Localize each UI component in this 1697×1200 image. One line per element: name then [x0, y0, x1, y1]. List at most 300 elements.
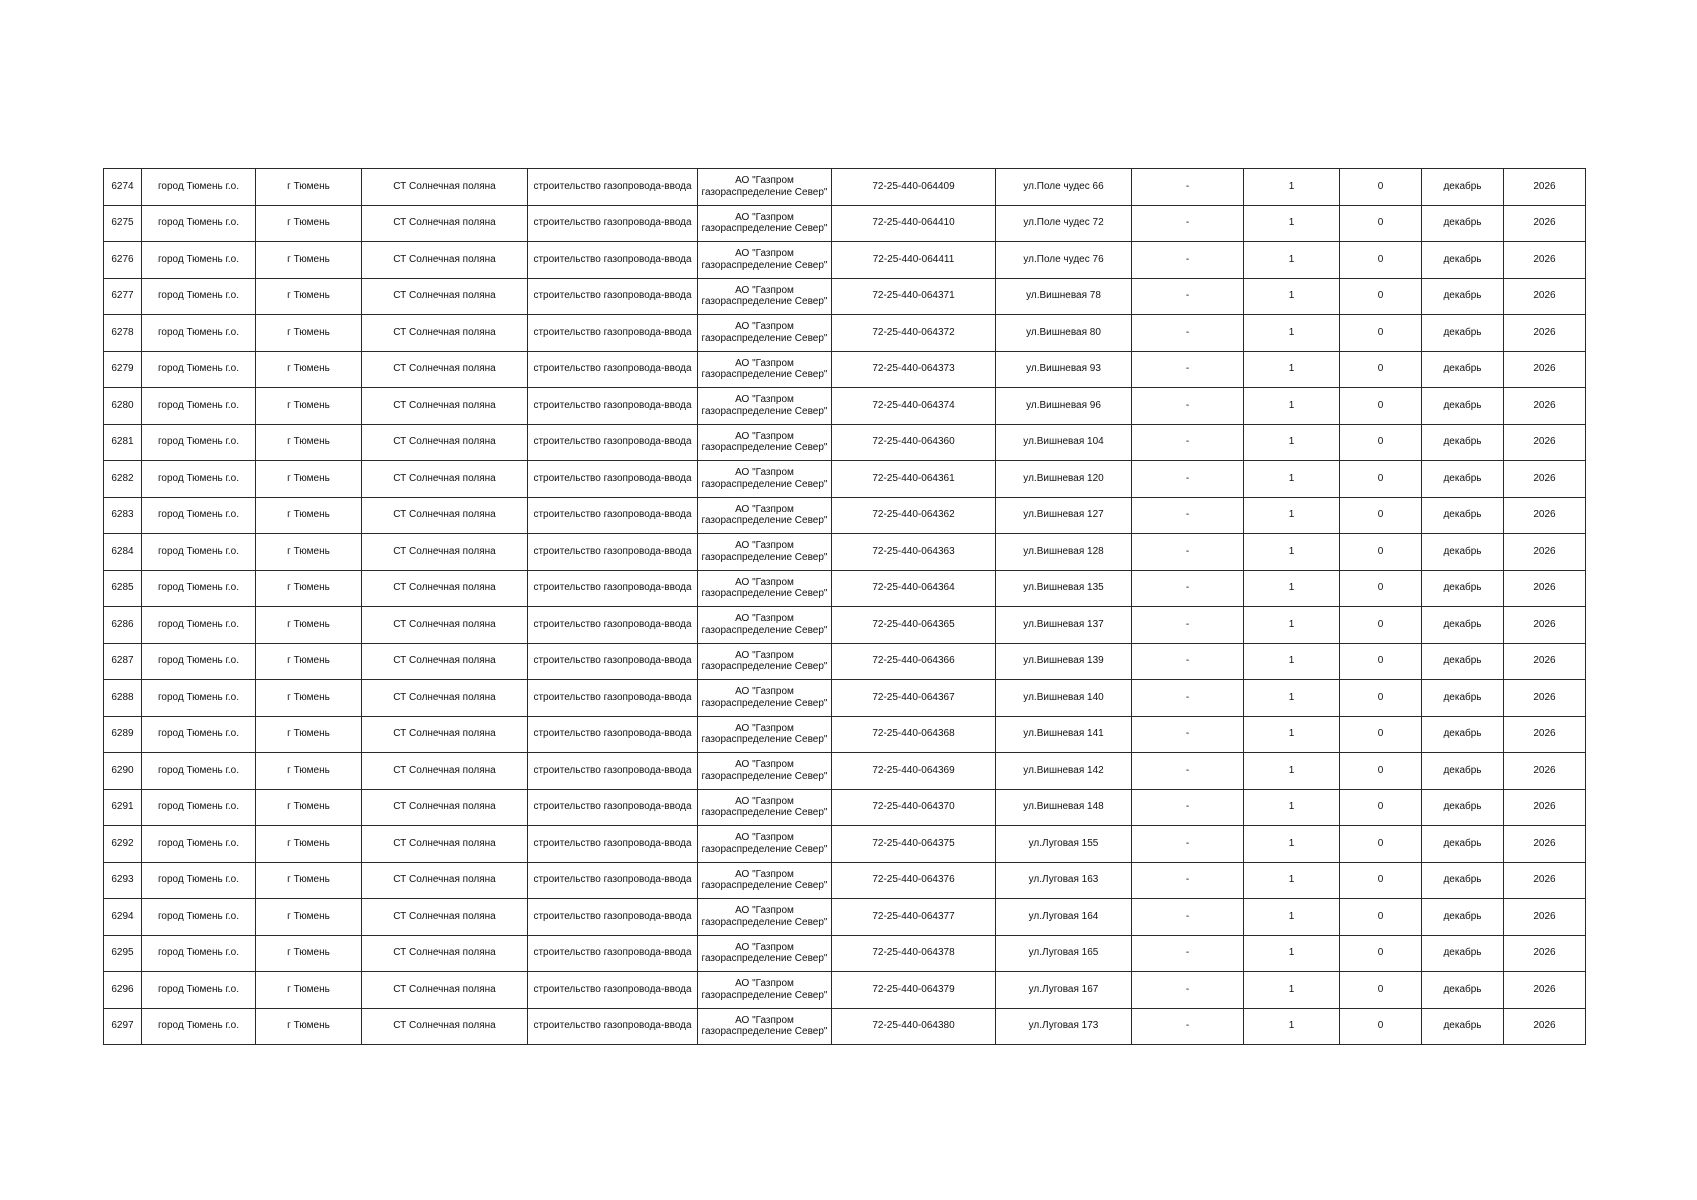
cell-zero: 0	[1340, 935, 1422, 972]
cell-dash: -	[1132, 205, 1244, 242]
cell-month: декабрь	[1422, 570, 1504, 607]
cell-year: 2026	[1504, 753, 1586, 790]
cell-code: 72-25-440-064363	[832, 534, 996, 571]
organization-line-2: газораспределение Север"	[701, 1026, 828, 1038]
cell-dash: -	[1132, 351, 1244, 388]
cell-city: г Тюмень	[256, 753, 362, 790]
cell-work-type: строительство газопровода-ввода	[528, 388, 698, 425]
cell-district: город Тюмень г.о.	[142, 935, 256, 972]
cell-address: ул.Вишневая 139	[996, 643, 1132, 680]
cell-settlement: СТ Солнечная поляна	[362, 534, 528, 571]
table-row	[104, 607, 1586, 644]
cell-address: ул.Луговая 163	[996, 862, 1132, 899]
cell-work-type: строительство газопровода-ввода	[528, 972, 698, 1009]
cell-dash: -	[1132, 570, 1244, 607]
cell-settlement: СТ Солнечная поляна	[362, 1008, 528, 1045]
cell-month: декабрь	[1422, 935, 1504, 972]
cell-zero: 0	[1340, 315, 1422, 352]
organization-line-1: АО "Газпром	[735, 978, 794, 990]
cell-work-type: строительство газопровода-ввода	[528, 680, 698, 717]
cell-city: г Тюмень	[256, 424, 362, 461]
cell-year: 2026	[1504, 607, 1586, 644]
cell-district: город Тюмень г.о.	[142, 534, 256, 571]
cell-month: декабрь	[1422, 278, 1504, 315]
cell-city: г Тюмень	[256, 935, 362, 972]
cell-code: 72-25-440-064377	[832, 899, 996, 936]
organization-line-1: АО "Газпром	[735, 357, 794, 369]
table-row	[104, 826, 1586, 863]
cell-year: 2026	[1504, 278, 1586, 315]
cell-dash: -	[1132, 242, 1244, 279]
cell-dash: -	[1132, 899, 1244, 936]
cell-city: г Тюмень	[256, 169, 362, 206]
cell-code: 72-25-440-064375	[832, 826, 996, 863]
cell-zero: 0	[1340, 534, 1422, 571]
cell-address: ул.Вишневая 127	[996, 497, 1132, 534]
organization-line-2: газораспределение Север"	[701, 588, 828, 600]
cell-code: 72-25-440-064373	[832, 351, 996, 388]
cell-zero: 0	[1340, 753, 1422, 790]
organization-line-2: газораспределение Север"	[701, 734, 828, 746]
cell-zero: 0	[1340, 461, 1422, 498]
organization-line-2: газораспределение Север"	[701, 478, 828, 490]
cell-city: г Тюмень	[256, 315, 362, 352]
cell-city: г Тюмень	[256, 534, 362, 571]
cell-code: 72-25-440-064360	[832, 424, 996, 461]
cell-number: 6278	[104, 315, 142, 352]
cell-quantity: 1	[1244, 278, 1340, 315]
cell-quantity: 1	[1244, 826, 1340, 863]
cell-year: 2026	[1504, 935, 1586, 972]
cell-settlement: СТ Солнечная поляна	[362, 242, 528, 279]
cell-district: город Тюмень г.о.	[142, 351, 256, 388]
cell-month: декабрь	[1422, 461, 1504, 498]
cell-year: 2026	[1504, 315, 1586, 352]
cell-organization	[698, 1008, 832, 1045]
cell-zero: 0	[1340, 862, 1422, 899]
cell-work-type: строительство газопровода-ввода	[528, 789, 698, 826]
cell-work-type: строительство газопровода-ввода	[528, 351, 698, 388]
cell-district: город Тюмень г.о.	[142, 680, 256, 717]
cell-city: г Тюмень	[256, 388, 362, 425]
table-row	[104, 424, 1586, 461]
cell-month: декабрь	[1422, 972, 1504, 1009]
cell-zero: 0	[1340, 205, 1422, 242]
cell-zero: 0	[1340, 424, 1422, 461]
cell-month: декабрь	[1422, 424, 1504, 461]
organization-line-2: газораспределение Север"	[701, 369, 828, 381]
cell-zero: 0	[1340, 643, 1422, 680]
cell-year: 2026	[1504, 789, 1586, 826]
cell-month: декабрь	[1422, 716, 1504, 753]
cell-organization	[698, 862, 832, 899]
cell-number: 6289	[104, 716, 142, 753]
cell-month: декабрь	[1422, 826, 1504, 863]
cell-year: 2026	[1504, 351, 1586, 388]
cell-work-type: строительство газопровода-ввода	[528, 169, 698, 206]
cell-zero: 0	[1340, 497, 1422, 534]
cell-settlement: СТ Солнечная поляна	[362, 935, 528, 972]
cell-address: ул.Вишневая 142	[996, 753, 1132, 790]
cell-month: декабрь	[1422, 315, 1504, 352]
table-row	[104, 716, 1586, 753]
table-row	[104, 351, 1586, 388]
cell-work-type: строительство газопровода-ввода	[528, 497, 698, 534]
cell-number: 6292	[104, 826, 142, 863]
cell-work-type: строительство газопровода-ввода	[528, 607, 698, 644]
cell-settlement: СТ Солнечная поляна	[362, 205, 528, 242]
cell-code: 72-25-440-064370	[832, 789, 996, 826]
document-sheet	[103, 168, 1585, 1045]
cell-organization	[698, 424, 832, 461]
table-row	[104, 935, 1586, 972]
cell-organization	[698, 278, 832, 315]
cell-work-type: строительство газопровода-ввода	[528, 205, 698, 242]
cell-month: декабрь	[1422, 169, 1504, 206]
cell-month: декабрь	[1422, 1008, 1504, 1045]
cell-district: город Тюмень г.о.	[142, 972, 256, 1009]
cell-city: г Тюмень	[256, 205, 362, 242]
cell-code: 72-25-440-064365	[832, 607, 996, 644]
cell-code: 72-25-440-064379	[832, 972, 996, 1009]
cell-zero: 0	[1340, 169, 1422, 206]
cell-dash: -	[1132, 753, 1244, 790]
cell-month: декабрь	[1422, 534, 1504, 571]
cell-district: город Тюмень г.о.	[142, 1008, 256, 1045]
cell-month: декабрь	[1422, 351, 1504, 388]
cell-city: г Тюмень	[256, 1008, 362, 1045]
cell-quantity: 1	[1244, 534, 1340, 571]
cell-city: г Тюмень	[256, 899, 362, 936]
cell-month: декабрь	[1422, 753, 1504, 790]
cell-settlement: СТ Солнечная поляна	[362, 424, 528, 461]
cell-code: 72-25-440-064369	[832, 753, 996, 790]
cell-code: 72-25-440-064364	[832, 570, 996, 607]
organization-line-1: АО "Газпром	[735, 175, 794, 187]
cell-code: 72-25-440-064366	[832, 643, 996, 680]
cell-city: г Тюмень	[256, 497, 362, 534]
cell-quantity: 1	[1244, 753, 1340, 790]
cell-dash: -	[1132, 497, 1244, 534]
cell-dash: -	[1132, 935, 1244, 972]
cell-city: г Тюмень	[256, 862, 362, 899]
cell-year: 2026	[1504, 388, 1586, 425]
cell-organization	[698, 205, 832, 242]
cell-number: 6282	[104, 461, 142, 498]
cell-month: декабрь	[1422, 242, 1504, 279]
cell-settlement: СТ Солнечная поляна	[362, 862, 528, 899]
cell-district: город Тюмень г.о.	[142, 205, 256, 242]
cell-organization	[698, 242, 832, 279]
cell-organization	[698, 789, 832, 826]
cell-organization	[698, 716, 832, 753]
cell-work-type: строительство газопровода-ввода	[528, 935, 698, 972]
cell-settlement: СТ Солнечная поляна	[362, 643, 528, 680]
table-row	[104, 388, 1586, 425]
cell-address: ул.Вишневая 135	[996, 570, 1132, 607]
cell-city: г Тюмень	[256, 607, 362, 644]
cell-number: 6280	[104, 388, 142, 425]
organization-line-2: газораспределение Север"	[701, 259, 828, 271]
cell-dash: -	[1132, 862, 1244, 899]
organization-line-2: газораспределение Север"	[701, 405, 828, 417]
cell-address: ул.Вишневая 137	[996, 607, 1132, 644]
cell-zero: 0	[1340, 680, 1422, 717]
cell-dash: -	[1132, 643, 1244, 680]
cell-organization	[698, 497, 832, 534]
cell-dash: -	[1132, 716, 1244, 753]
cell-zero: 0	[1340, 242, 1422, 279]
cell-city: г Тюмень	[256, 716, 362, 753]
cell-district: город Тюмень г.о.	[142, 570, 256, 607]
cell-code: 72-25-440-064378	[832, 935, 996, 972]
cell-month: декабрь	[1422, 205, 1504, 242]
cell-zero: 0	[1340, 607, 1422, 644]
cell-work-type: строительство газопровода-ввода	[528, 826, 698, 863]
cell-organization	[698, 680, 832, 717]
cell-code: 72-25-440-064374	[832, 388, 996, 425]
cell-city: г Тюмень	[256, 570, 362, 607]
organization-line-2: газораспределение Север"	[701, 843, 828, 855]
table-row	[104, 862, 1586, 899]
cell-year: 2026	[1504, 643, 1586, 680]
organization-line-2: газораспределение Север"	[701, 332, 828, 344]
organization-line-1: АО "Газпром	[735, 394, 794, 406]
cell-settlement: СТ Солнечная поляна	[362, 278, 528, 315]
cell-year: 2026	[1504, 497, 1586, 534]
cell-organization	[698, 388, 832, 425]
cell-zero: 0	[1340, 972, 1422, 1009]
cell-number: 6296	[104, 972, 142, 1009]
cell-district: город Тюмень г.о.	[142, 242, 256, 279]
cell-quantity: 1	[1244, 972, 1340, 1009]
cell-code: 72-25-440-064368	[832, 716, 996, 753]
cell-month: декабрь	[1422, 789, 1504, 826]
organization-line-2: газораспределение Север"	[701, 697, 828, 709]
table-row	[104, 461, 1586, 498]
cell-number: 6294	[104, 899, 142, 936]
cell-dash: -	[1132, 607, 1244, 644]
organization-line-2: газораспределение Север"	[701, 223, 828, 235]
cell-district: город Тюмень г.о.	[142, 388, 256, 425]
cell-zero: 0	[1340, 789, 1422, 826]
organization-line-2: газораспределение Север"	[701, 770, 828, 782]
cell-number: 6288	[104, 680, 142, 717]
cell-quantity: 1	[1244, 935, 1340, 972]
table-row	[104, 205, 1586, 242]
table-row	[104, 534, 1586, 571]
table-row	[104, 242, 1586, 279]
organization-line-2: газораспределение Север"	[701, 916, 828, 928]
organization-line-1: АО "Газпром	[735, 722, 794, 734]
cell-address: ул.Вишневая 140	[996, 680, 1132, 717]
cell-year: 2026	[1504, 570, 1586, 607]
cell-year: 2026	[1504, 899, 1586, 936]
cell-work-type: строительство газопровода-ввода	[528, 899, 698, 936]
cell-settlement: СТ Солнечная поляна	[362, 570, 528, 607]
cell-work-type: строительство газопровода-ввода	[528, 461, 698, 498]
cell-organization	[698, 753, 832, 790]
cell-month: декабрь	[1422, 862, 1504, 899]
cell-work-type: строительство газопровода-ввода	[528, 716, 698, 753]
cell-organization	[698, 899, 832, 936]
cell-month: декабрь	[1422, 388, 1504, 425]
cell-settlement: СТ Солнечная поляна	[362, 972, 528, 1009]
cell-organization	[698, 570, 832, 607]
organization-line-1: АО "Газпром	[735, 832, 794, 844]
cell-code: 72-25-440-064380	[832, 1008, 996, 1045]
cell-address: ул.Поле чудес 76	[996, 242, 1132, 279]
organization-line-1: АО "Газпром	[735, 540, 794, 552]
organization-line-1: АО "Газпром	[735, 795, 794, 807]
cell-city: г Тюмень	[256, 789, 362, 826]
cell-settlement: СТ Солнечная поляна	[362, 680, 528, 717]
cell-work-type: строительство газопровода-ввода	[528, 534, 698, 571]
cell-work-type: строительство газопровода-ввода	[528, 643, 698, 680]
cell-settlement: СТ Солнечная поляна	[362, 315, 528, 352]
organization-line-1: АО "Газпром	[735, 576, 794, 588]
cell-year: 2026	[1504, 534, 1586, 571]
table-row	[104, 497, 1586, 534]
cell-address: ул.Вишневая 120	[996, 461, 1132, 498]
cell-settlement: СТ Солнечная поляна	[362, 497, 528, 534]
organization-line-1: АО "Газпром	[735, 284, 794, 296]
cell-quantity: 1	[1244, 607, 1340, 644]
cell-work-type: строительство газопровода-ввода	[528, 570, 698, 607]
cell-city: г Тюмень	[256, 242, 362, 279]
cell-district: город Тюмень г.о.	[142, 461, 256, 498]
cell-quantity: 1	[1244, 169, 1340, 206]
cell-number: 6290	[104, 753, 142, 790]
cell-settlement: СТ Солнечная поляна	[362, 388, 528, 425]
cell-quantity: 1	[1244, 789, 1340, 826]
cell-dash: -	[1132, 461, 1244, 498]
cell-month: декабрь	[1422, 607, 1504, 644]
cell-number: 6274	[104, 169, 142, 206]
cell-dash: -	[1132, 972, 1244, 1009]
organization-line-2: газораспределение Север"	[701, 880, 828, 892]
cell-settlement: СТ Солнечная поляна	[362, 789, 528, 826]
cell-code: 72-25-440-064371	[832, 278, 996, 315]
cell-zero: 0	[1340, 716, 1422, 753]
cell-city: г Тюмень	[256, 643, 362, 680]
organization-line-2: газораспределение Север"	[701, 515, 828, 527]
cell-district: город Тюмень г.о.	[142, 789, 256, 826]
cell-zero: 0	[1340, 388, 1422, 425]
cell-zero: 0	[1340, 351, 1422, 388]
cell-organization	[698, 534, 832, 571]
cell-settlement: СТ Солнечная поляна	[362, 607, 528, 644]
cell-city: г Тюмень	[256, 461, 362, 498]
table-row	[104, 680, 1586, 717]
cell-quantity: 1	[1244, 570, 1340, 607]
organization-line-1: АО "Газпром	[735, 759, 794, 771]
cell-district: город Тюмень г.о.	[142, 497, 256, 534]
cell-year: 2026	[1504, 424, 1586, 461]
table-row	[104, 789, 1586, 826]
organization-line-2: газораспределение Север"	[701, 807, 828, 819]
cell-quantity: 1	[1244, 461, 1340, 498]
cell-dash: -	[1132, 169, 1244, 206]
cell-organization	[698, 826, 832, 863]
cell-number: 6287	[104, 643, 142, 680]
cell-address: ул.Луговая 165	[996, 935, 1132, 972]
cell-district: город Тюмень г.о.	[142, 899, 256, 936]
cell-address: ул.Вишневая 80	[996, 315, 1132, 352]
table-row	[104, 278, 1586, 315]
cell-district: город Тюмень г.о.	[142, 278, 256, 315]
cell-organization	[698, 461, 832, 498]
cell-dash: -	[1132, 388, 1244, 425]
cell-district: город Тюмень г.о.	[142, 607, 256, 644]
cell-month: декабрь	[1422, 680, 1504, 717]
cell-work-type: строительство газопровода-ввода	[528, 862, 698, 899]
cell-quantity: 1	[1244, 388, 1340, 425]
cell-year: 2026	[1504, 972, 1586, 1009]
cell-quantity: 1	[1244, 242, 1340, 279]
organization-line-1: АО "Газпром	[735, 1014, 794, 1026]
cell-district: город Тюмень г.о.	[142, 315, 256, 352]
organization-line-1: АО "Газпром	[735, 467, 794, 479]
table-row	[104, 570, 1586, 607]
table-row	[104, 643, 1586, 680]
cell-zero: 0	[1340, 1008, 1422, 1045]
cell-organization	[698, 935, 832, 972]
table-body	[104, 169, 1586, 1045]
cell-organization	[698, 607, 832, 644]
cell-month: декабрь	[1422, 899, 1504, 936]
cell-address: ул.Луговая 164	[996, 899, 1132, 936]
cell-year: 2026	[1504, 205, 1586, 242]
cell-month: декабрь	[1422, 643, 1504, 680]
cell-address: ул.Вишневая 96	[996, 388, 1132, 425]
cell-district: город Тюмень г.о.	[142, 643, 256, 680]
cell-zero: 0	[1340, 899, 1422, 936]
cell-settlement: СТ Солнечная поляна	[362, 351, 528, 388]
cell-number: 6286	[104, 607, 142, 644]
cell-quantity: 1	[1244, 716, 1340, 753]
cell-zero: 0	[1340, 278, 1422, 315]
organization-line-1: АО "Газпром	[735, 248, 794, 260]
table-row	[104, 899, 1586, 936]
organization-line-1: АО "Газпром	[735, 868, 794, 880]
cell-year: 2026	[1504, 862, 1586, 899]
cell-year: 2026	[1504, 716, 1586, 753]
cell-settlement: СТ Солнечная поляна	[362, 899, 528, 936]
cell-year: 2026	[1504, 169, 1586, 206]
cell-organization	[698, 972, 832, 1009]
cell-address: ул.Поле чудес 72	[996, 205, 1132, 242]
cell-code: 72-25-440-064411	[832, 242, 996, 279]
organization-line-1: АО "Газпром	[735, 941, 794, 953]
cell-city: г Тюмень	[256, 351, 362, 388]
cell-district: город Тюмень г.о.	[142, 753, 256, 790]
table-row	[104, 315, 1586, 352]
organization-line-2: газораспределение Север"	[701, 661, 828, 673]
cell-number: 6291	[104, 789, 142, 826]
cell-address: ул.Луговая 173	[996, 1008, 1132, 1045]
cell-quantity: 1	[1244, 899, 1340, 936]
cell-address: ул.Вишневая 141	[996, 716, 1132, 753]
organization-line-2: газораспределение Север"	[701, 296, 828, 308]
cell-district: город Тюмень г.о.	[142, 424, 256, 461]
cell-code: 72-25-440-064410	[832, 205, 996, 242]
cell-number: 6281	[104, 424, 142, 461]
cell-dash: -	[1132, 278, 1244, 315]
cell-quantity: 1	[1244, 862, 1340, 899]
cell-district: город Тюмень г.о.	[142, 862, 256, 899]
data-table	[103, 168, 1586, 1045]
